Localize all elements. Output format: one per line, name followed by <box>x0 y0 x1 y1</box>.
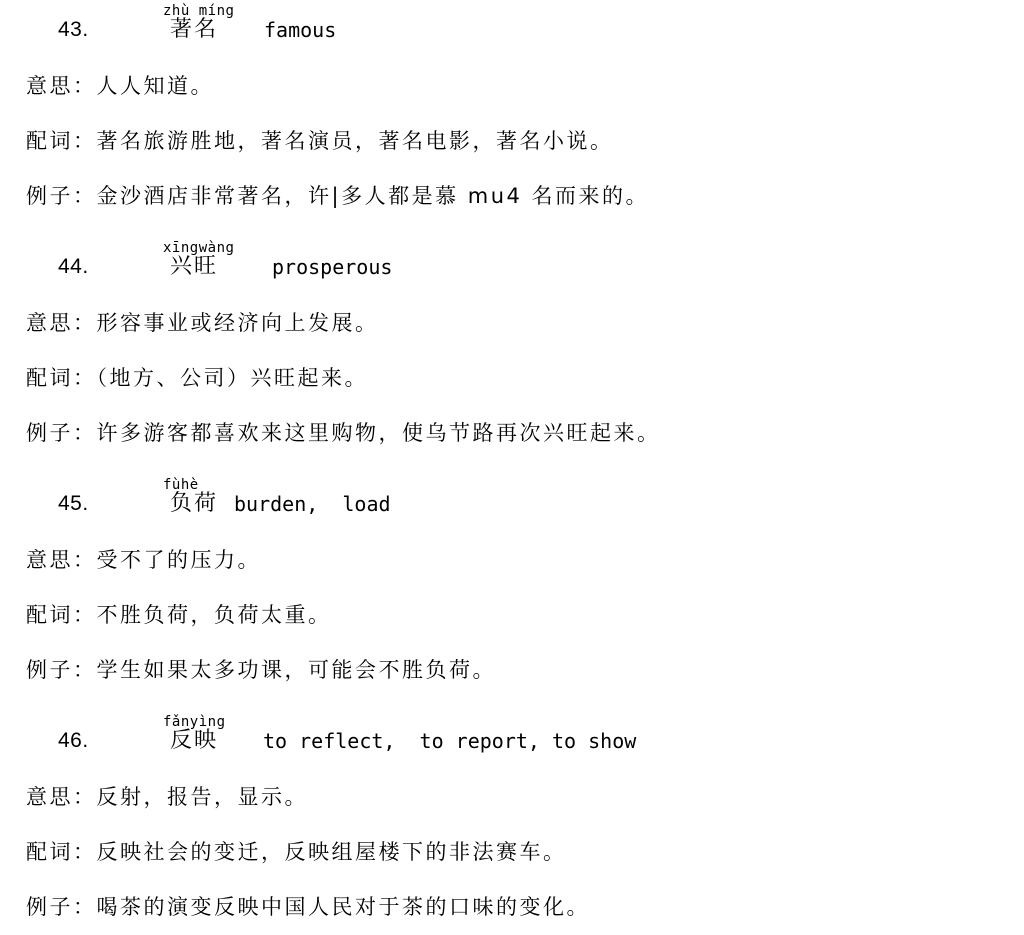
entry-pinyin: fùhè <box>163 477 199 493</box>
colon: ： <box>73 311 97 335</box>
entry-word: 兴旺 <box>170 254 219 279</box>
meaning-text: 受不了的压力。 <box>96 548 261 572</box>
meaning-label: 意思 <box>26 311 73 335</box>
meaning-line <box>26 787 308 808</box>
meaning-text: 人人知道。 <box>96 74 214 98</box>
entry-english: burden, load <box>234 492 391 516</box>
entry-pinyin: xīngwàng <box>163 240 235 256</box>
entry-word: 反映 <box>170 728 219 753</box>
entry-header <box>0 474 1024 534</box>
example-label: 例子 <box>26 895 73 919</box>
example-text: 学生如果太多功课，可能会不胜负荷。 <box>96 658 496 682</box>
collocation-line <box>26 605 332 626</box>
example-text: 喝茶的演变反映中国人民对于茶的口味的变化。 <box>96 895 590 919</box>
colon: ： <box>73 658 97 682</box>
collocation-text: 反映社会的变迁，反映组屋楼下的非法赛车。 <box>96 840 567 864</box>
entry-english: famous <box>264 18 337 42</box>
collocation-text: 不胜负荷，负荷太重。 <box>96 603 332 627</box>
example-line <box>26 660 496 681</box>
collocation-label: 配词 <box>26 366 73 390</box>
colon: ： <box>73 895 97 919</box>
entry-word: 著名 <box>170 17 219 42</box>
colon: ： <box>73 366 97 390</box>
meaning-line <box>26 313 379 334</box>
colon: ： <box>73 74 97 98</box>
entry-header <box>0 0 1024 60</box>
meaning-text: 形容事业或经济向上发展。 <box>96 311 379 335</box>
example-label: 例子 <box>26 658 73 682</box>
entry-pinyin: fǎnyìng <box>163 714 226 730</box>
example-label: 例子 <box>26 421 73 445</box>
example-label: 例子 <box>26 184 73 208</box>
collocation-text: （地方、公司）兴旺起来。 <box>96 366 368 390</box>
colon: ： <box>73 129 97 153</box>
colon: ： <box>73 840 97 864</box>
entry-pinyin: zhù míng <box>163 3 235 19</box>
entry-number: 45. <box>58 492 89 515</box>
entry-english: to reflect, to report, to show <box>263 729 637 753</box>
entry-header <box>0 237 1024 297</box>
entry-number: 43. <box>58 18 89 41</box>
entry-number: 46. <box>58 729 89 752</box>
entry-english: prosperous <box>272 255 393 279</box>
entry-number: 44. <box>58 255 89 278</box>
entry-word: 负荷 <box>170 491 219 516</box>
example-text: 金沙酒店非常著名，许|多人都是慕 mu4 名而来的。 <box>96 184 650 208</box>
colon: ： <box>73 184 97 208</box>
colon: ： <box>73 421 97 445</box>
meaning-label: 意思 <box>26 74 73 98</box>
colon: ： <box>73 785 97 809</box>
example-line <box>26 186 649 207</box>
collocation-line <box>26 368 368 389</box>
colon: ： <box>73 548 97 572</box>
meaning-line <box>26 76 214 97</box>
collocation-label: 配词 <box>26 840 73 864</box>
entry-header <box>0 711 1024 771</box>
example-text: 许多游客都喜欢来这里购物，使乌节路再次兴旺起来。 <box>96 421 661 445</box>
example-line <box>26 423 661 444</box>
colon: ： <box>73 603 97 627</box>
meaning-label: 意思 <box>26 785 73 809</box>
collocation-text: 著名旅游胜地，著名演员，著名电影，著名小说。 <box>96 129 614 153</box>
meaning-text: 反射，报告，显示。 <box>96 785 308 809</box>
meaning-line <box>26 550 261 571</box>
collocation-label: 配词 <box>26 129 73 153</box>
collocation-line <box>26 842 567 863</box>
meaning-label: 意思 <box>26 548 73 572</box>
example-line <box>26 897 590 918</box>
collocation-line <box>26 131 614 152</box>
collocation-label: 配词 <box>26 603 73 627</box>
